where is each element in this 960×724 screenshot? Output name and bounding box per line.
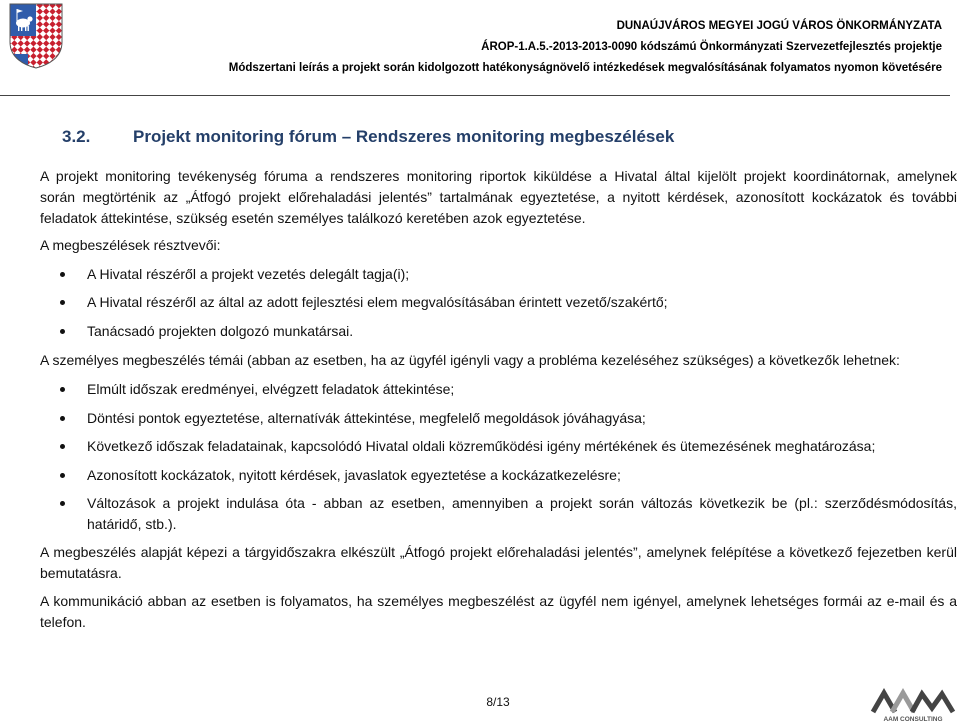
bullet-icon xyxy=(60,272,65,277)
paragraph-line: során megtörténik az „Átfogó projekt előrehaladási jelentés” tartalmának egyeztetése, a nyitott kérdések, azonosított kockázatok és további xyxy=(40,189,957,205)
page-header xyxy=(229,16,942,79)
list-item xyxy=(87,321,957,342)
coat-of-arms-icon xyxy=(8,2,64,70)
bullet-icon xyxy=(60,329,65,334)
section-title: Projekt monitoring fórum – Rendszeres monitoring megbeszélések xyxy=(133,127,675,146)
paragraph-line: A kommunikáció abban az esetben is folyamatos, ha személyes megbeszélést az ügyfél nem igényel, amelynek lehetséges formái az e-mail és a xyxy=(40,593,957,609)
header-municipality: DUNAÚJVÁROS MEGYEI JOGÚ VÁROS ÖNKORMÁNYZATA xyxy=(616,20,942,32)
list-item xyxy=(87,379,957,400)
paragraph-line: A személyes megbeszélés témái (abban az esetben, ha az ügyfél igényli vagy a probléma kezeléséhez szükséges) a következők lehetnek: xyxy=(40,352,900,368)
bullet-icon xyxy=(60,501,65,506)
bullet-icon xyxy=(60,473,65,478)
participants-lead xyxy=(40,235,957,256)
logo-text: AAM CONSULTING xyxy=(883,716,943,723)
header-document-title: Módszertani leírás a projekt során kidolgozott hatékonyságnövelő intézkedések megvalósításának folyamatos nyomon követésére xyxy=(228,62,942,74)
intro-paragraph xyxy=(40,166,957,229)
bullet-icon xyxy=(60,300,65,305)
list-item-text: A Hivatal részéről az által az adott fejlesztési elem megvalósításában érintett vezető/szakértő; xyxy=(87,294,668,310)
header-project: ÁROP-1.A.5.-2013-2013-0090 kódszámú Önkormányzati Szervezetfejlesztés projektje xyxy=(481,41,942,53)
list-item xyxy=(87,465,957,486)
communication-paragraph xyxy=(40,591,957,633)
list-item xyxy=(87,436,957,457)
paragraph-line: A megbeszélés alapját képezi a tárgyidőszakra elkészült „Átfogó projekt előrehaladási jelentés”, amelynek felépítése a következő fejezetben kerül xyxy=(40,544,957,560)
paragraph-line: bemutatásra. xyxy=(40,565,122,581)
list-item-text: Változások a projekt indulása óta - abban az esetben, amennyiben a projekt során változás következik be (pl.: szerződésmódosítás, xyxy=(87,495,957,511)
list-item-text: Következő időszak feladatainak, kapcsolódó Hivatal oldali közreműködési igény mértékének és ütemezésének meghatározása; xyxy=(87,438,876,454)
bullet-icon xyxy=(60,444,65,449)
bullet-icon xyxy=(60,416,65,421)
header-divider xyxy=(0,95,950,96)
report-paragraph xyxy=(40,542,957,584)
list-item-text: határidő, stb.). xyxy=(87,516,177,532)
list-item-text: Tanácsadó projekten dolgozó munkatársai. xyxy=(87,323,354,339)
list-item-text: A Hivatal részéről a projekt vezetés delegált tagja(i); xyxy=(87,266,410,282)
list-item xyxy=(87,408,957,429)
paragraph-line: feladatok áttekintése, szükség esetén személyes találkozó keretében azok egyeztetése. xyxy=(40,210,586,226)
paragraph-line: telefon. xyxy=(40,614,86,630)
list-item-text: Döntési pontok egyeztetése, alternatívák áttekintése, megfelelő megoldások jóváhagyása; xyxy=(87,410,646,426)
paragraph-line: A megbeszélések résztvevői: xyxy=(40,237,221,253)
paragraph-line: A projekt monitoring tevékenység fóruma a rendszeres monitoring riportok kiküldése a Hivatal által kijelölt projekt koordinátornak, amelynek xyxy=(40,168,957,184)
bullet-icon xyxy=(60,387,65,392)
aam-consulting-logo-icon xyxy=(870,687,956,723)
list-item xyxy=(87,292,957,313)
list-item-text: Azonosított kockázatok, nyitott kérdések, javaslatok egyeztetése a kockázatkezelésre; xyxy=(87,467,621,483)
list-item xyxy=(87,264,957,285)
list-item xyxy=(87,493,957,535)
section-number: 3.2. xyxy=(62,127,91,146)
list-item-text: Elmúlt időszak eredményei, elvégzett feladatok áttekintése; xyxy=(87,381,455,397)
page-number: 8/13 xyxy=(486,695,510,709)
topics-lead xyxy=(40,350,957,371)
